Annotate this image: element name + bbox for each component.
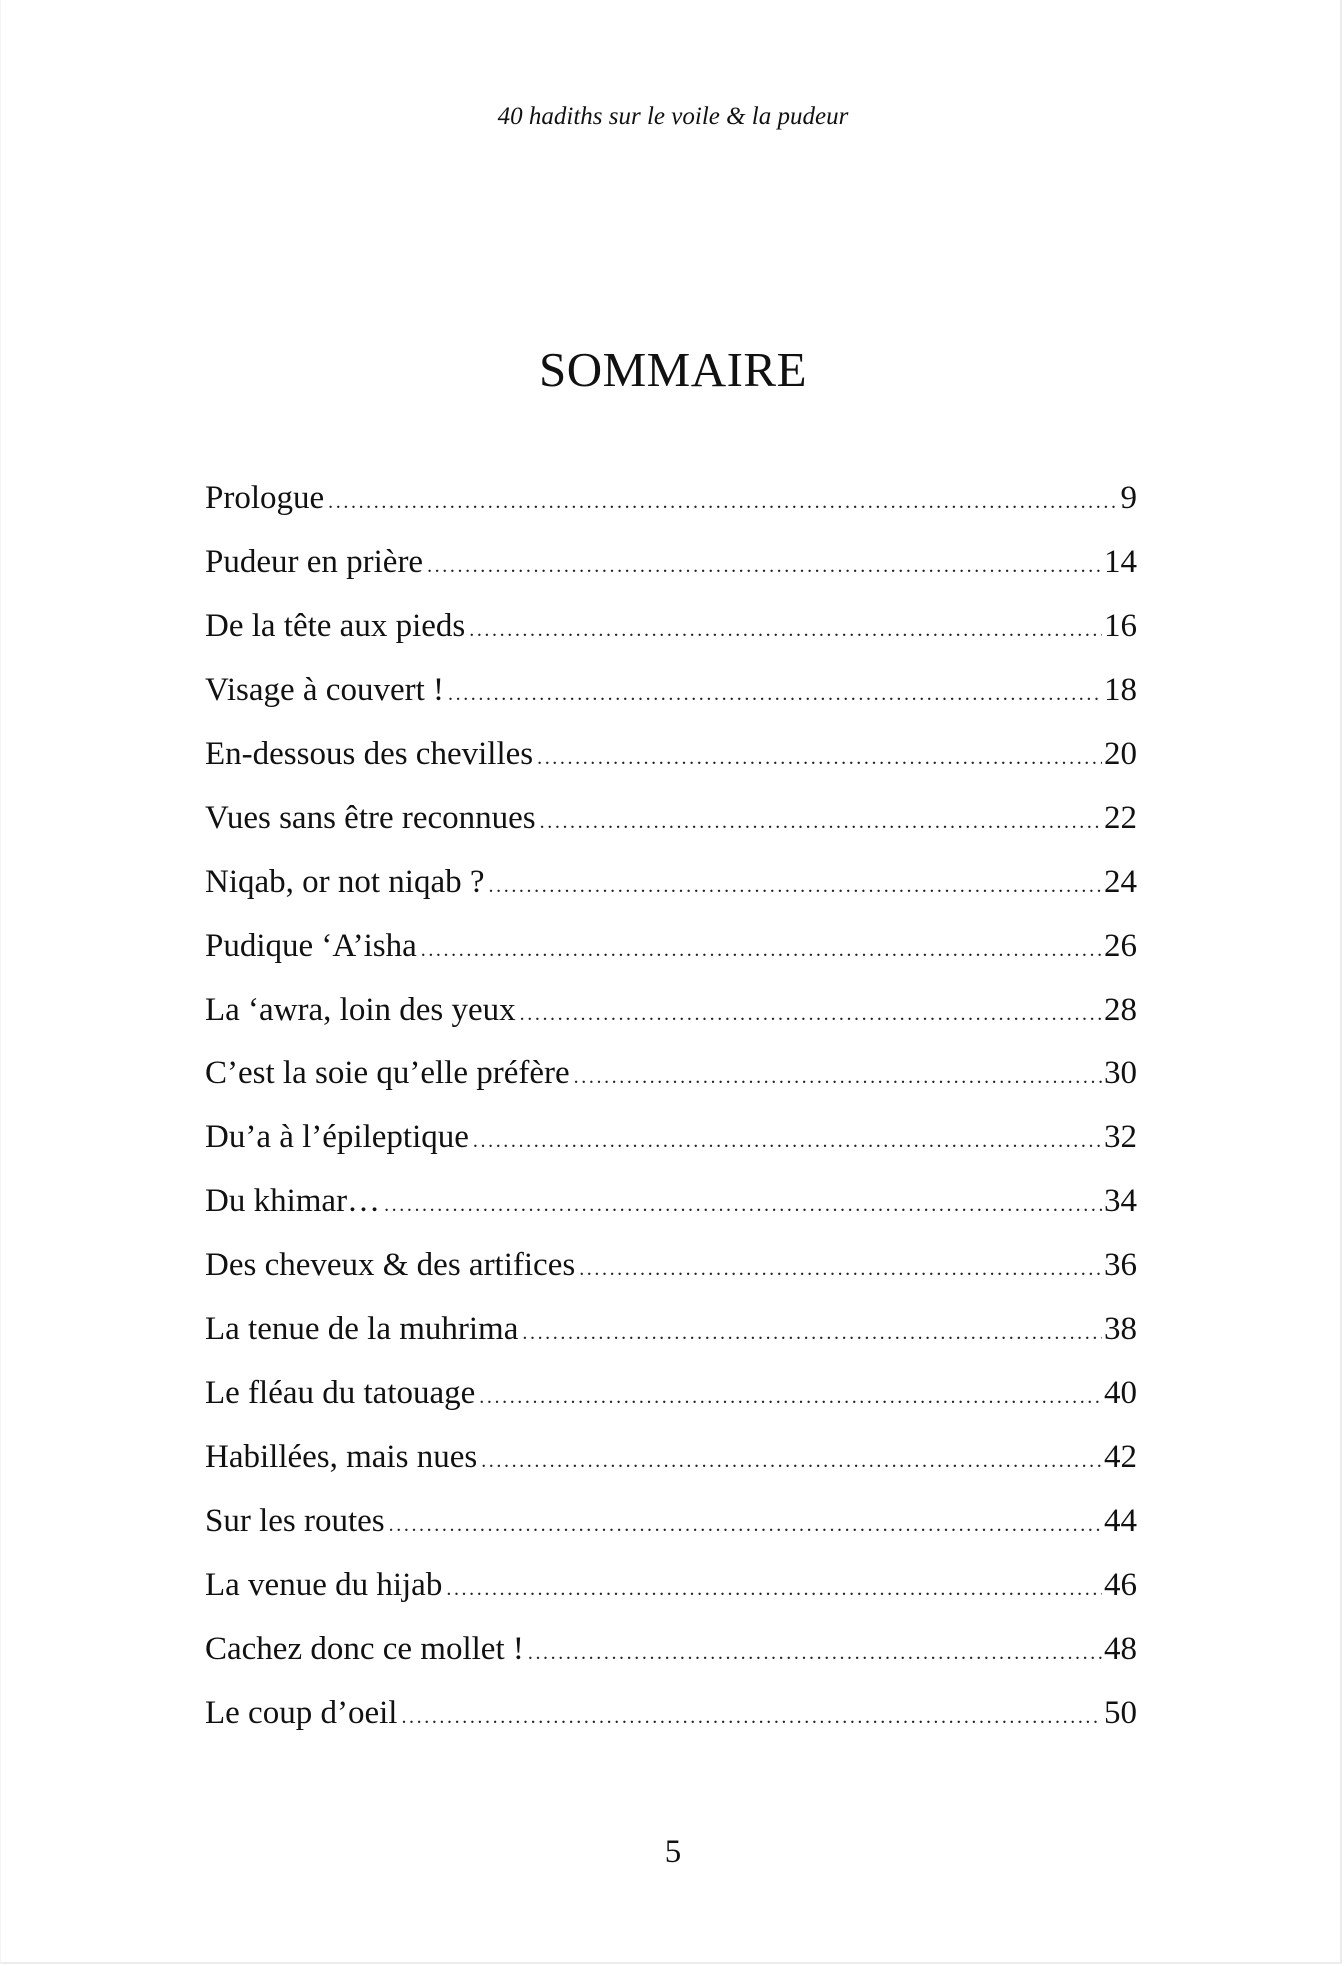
toc-entry[interactable]	[205, 1181, 1137, 1245]
dot-leader	[401, 1697, 1102, 1737]
toc-entry-label: Sur les routes	[205, 1503, 385, 1539]
dot-leader	[389, 1505, 1102, 1545]
toc-entry-label: Habillées, mais nues	[205, 1439, 478, 1476]
toc-entry-page: 28	[1104, 991, 1137, 1028]
toc-entry-label: Du’a à l’épileptique	[205, 1119, 469, 1156]
toc-entry-label: Des cheveux & des artifices	[205, 1247, 576, 1284]
toc-entry-page: 36	[1104, 1247, 1137, 1284]
toc-entry-page: 44	[1104, 1503, 1137, 1539]
dot-leader	[384, 1185, 1102, 1225]
table-of-contents	[205, 478, 1137, 1757]
toc-entry-label: Visage à couvert !	[205, 671, 444, 708]
toc-entry[interactable]	[205, 1693, 1137, 1757]
dot-leader	[537, 738, 1102, 778]
toc-entry[interactable]	[205, 734, 1137, 798]
dot-leader	[528, 1633, 1102, 1673]
toc-entry-page: 14	[1104, 543, 1137, 580]
dot-leader	[489, 866, 1102, 906]
toc-entry-page: 22	[1104, 799, 1137, 836]
toc-entry[interactable]	[205, 1373, 1137, 1437]
toc-entry-page: 42	[1104, 1439, 1137, 1476]
toc-entry-label: Cachez donc ce mollet !	[205, 1630, 524, 1667]
toc-entry-label: Pudique ‘A’isha	[205, 927, 417, 964]
toc-entry-label: La venue du hijab	[205, 1566, 443, 1603]
toc-entry-label: Pudeur en prière	[205, 543, 424, 580]
dot-leader	[579, 1249, 1102, 1289]
toc-entry[interactable]	[205, 1245, 1137, 1309]
toc-entry-label: Niqab, or not niqab ?	[205, 863, 485, 900]
toc-entry[interactable]	[205, 1629, 1137, 1693]
toc-entry[interactable]	[205, 542, 1137, 606]
toc-entry-prologue[interactable]	[205, 478, 1137, 542]
dot-leader	[540, 802, 1102, 842]
toc-entry-page: 48	[1104, 1630, 1137, 1667]
toc-entry-label: En-dessous des chevilles	[205, 735, 534, 772]
toc-entry[interactable]	[205, 1117, 1137, 1181]
toc-entry[interactable]	[205, 670, 1137, 734]
dot-leader	[448, 674, 1102, 714]
toc-entry-page: 46	[1104, 1566, 1137, 1603]
toc-entry[interactable]	[205, 1309, 1137, 1373]
toc-entry-label: Du khimar…	[205, 1183, 381, 1220]
toc-entry-page: 50	[1104, 1694, 1137, 1731]
toc-entry[interactable]	[205, 862, 1137, 926]
toc-entry-label: La tenue de la muhrima	[205, 1311, 519, 1348]
dot-leader	[427, 546, 1102, 586]
dot-leader	[522, 1313, 1102, 1353]
toc-entry[interactable]	[205, 926, 1137, 990]
toc-entry[interactable]	[205, 798, 1137, 862]
toc-entry-page: 16	[1104, 607, 1137, 644]
toc-entry-page: 34	[1104, 1183, 1137, 1220]
toc-entry[interactable]	[205, 1437, 1137, 1501]
toc-entry-page: 20	[1104, 735, 1137, 772]
toc-entry[interactable]	[205, 1501, 1137, 1565]
dot-leader	[421, 930, 1102, 970]
running-header: 40 hadiths sur le voile & la pudeur	[497, 103, 849, 130]
toc-entry[interactable]	[205, 606, 1137, 670]
toc-entry-label: Vues sans être reconnues	[205, 799, 536, 836]
dot-leader	[574, 1057, 1102, 1097]
toc-entry-page: 18	[1104, 671, 1137, 708]
dot-leader	[446, 1569, 1102, 1609]
toc-entry-label: De la tête aux pieds	[205, 607, 466, 644]
dot-leader	[479, 1377, 1102, 1417]
dot-leader	[473, 1121, 1102, 1161]
toc-entry-page: 40	[1104, 1375, 1137, 1412]
page-number: 5	[664, 1834, 682, 1870]
dot-leader	[520, 994, 1102, 1034]
toc-entry-page: 26	[1104, 927, 1137, 964]
page-title: SOMMAIRE	[538, 342, 808, 397]
dot-leader	[481, 1441, 1102, 1481]
toc-entry-label: Prologue	[205, 480, 325, 516]
toc-entry-page: 32	[1104, 1119, 1137, 1156]
dot-leader	[328, 482, 1118, 522]
toc-entry-page: 9	[1120, 480, 1137, 516]
toc-entry-label: C’est la soie qu’elle préfère	[205, 1055, 570, 1092]
toc-entry-label: La ‘awra, loin des yeux	[205, 991, 516, 1028]
toc-entry[interactable]	[205, 1053, 1137, 1117]
toc-entry[interactable]	[205, 990, 1137, 1054]
toc-entry-label: Le fléau du tatouage	[205, 1375, 476, 1412]
toc-entry[interactable]	[205, 1565, 1137, 1629]
toc-entry-label: Le coup d’oeil	[205, 1694, 398, 1731]
toc-entry-page: 38	[1104, 1311, 1137, 1348]
dot-leader	[469, 610, 1102, 650]
toc-entry-page: 24	[1104, 863, 1137, 900]
toc-entry-page: 30	[1104, 1055, 1137, 1092]
